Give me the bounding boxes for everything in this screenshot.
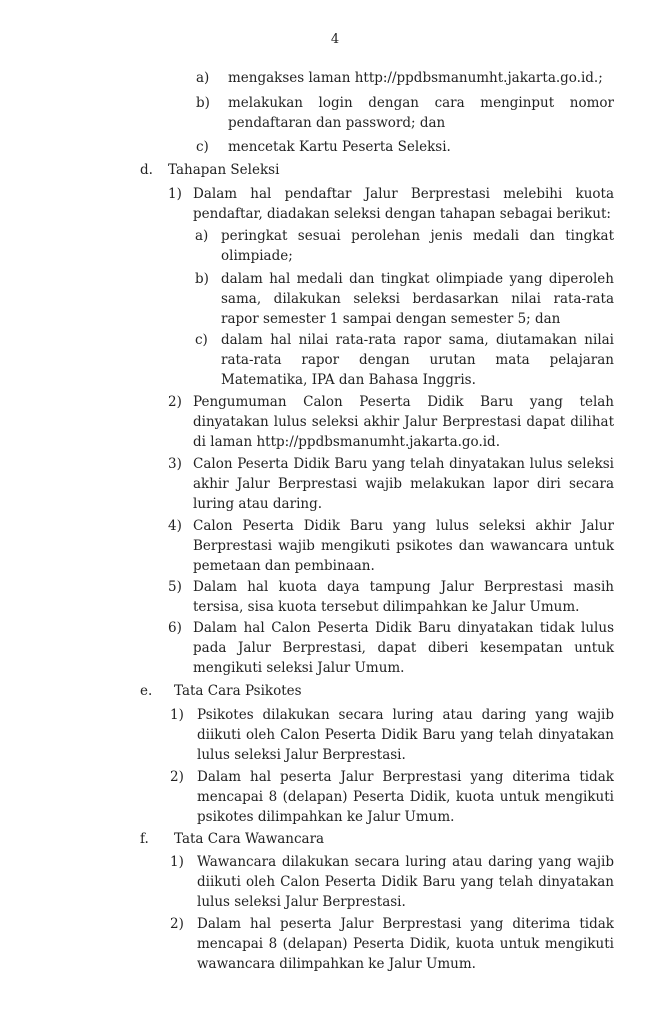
list-item: [168, 392, 614, 452]
section-title: Tata Cara Wawancara: [174, 831, 325, 847]
list-item: [170, 767, 614, 827]
list-item: [196, 93, 614, 133]
list-marker: b): [196, 95, 210, 111]
list-marker: 6): [168, 620, 182, 636]
list-text: dalam hal medali dan tingkat olimpiade yang diperoleh sama, dilakukan seleksi berdasarkan nilai rata-rata rapor semester 1 sampai dengan semester 5; dan: [221, 271, 614, 327]
list-marker: a): [196, 70, 210, 86]
list-text: melakukan login dengan cara menginput nomor pendaftaran dan password; dan: [228, 95, 614, 131]
section-heading: [140, 160, 610, 180]
list-marker: c): [195, 332, 208, 348]
list-item: [168, 577, 614, 617]
list-text: peringkat sesuai perolehan jenis medali dan tingkat olimpiade;: [221, 228, 614, 264]
list-marker: 2): [170, 916, 184, 932]
list-text: Dalam hal peserta Jalur Berprestasi yang diterima tidak mencapai 8 (delapan) Peserta Didik, kuota untuk mengikuti wawancara dilimpahkan ke Jalur Umum.: [197, 916, 614, 972]
list-item: [168, 454, 614, 514]
section-title: Tata Cara Psikotes: [174, 683, 302, 699]
list-text: Pengumuman Calon Peserta Didik Baru yang telah dinyatakan lulus seleksi akhir Jalur Berprestasi dapat dilihat di laman http://ppdbsmanumht.jakarta.go.id.: [193, 394, 614, 450]
section-title: Tahapan Seleksi: [168, 162, 280, 178]
list-text: mencetak Kartu Peserta Seleksi.: [228, 139, 451, 155]
section-heading: [140, 681, 610, 701]
list-marker: 5): [168, 579, 182, 595]
page-number: 4: [330, 32, 340, 47]
section-marker: f.: [140, 831, 149, 847]
list-marker: 3): [168, 456, 182, 472]
list-item: [168, 618, 614, 678]
list-text: Calon Peserta Didik Baru yang telah dinyatakan lulus seleksi akhir Jalur Berprestasi wajib melakukan lapor diri secara luring atau daring.: [193, 456, 614, 512]
list-item: [196, 68, 614, 88]
list-item: [170, 852, 614, 912]
list-item: [196, 137, 614, 157]
list-marker: 2): [170, 769, 184, 785]
list-item: [168, 516, 614, 576]
list-text: Psikotes dilakukan secara luring atau daring yang wajib diikuti oleh Calon Peserta Didik Baru yang telah dinyatakan lulus seleksi Jalur Berprestasi.: [197, 707, 614, 763]
list-text: Dalam hal Calon Peserta Didik Baru dinyatakan tidak lulus pada Jalur Berprestasi, dapat diberi kesempatan untuk mengikuti seleksi Jalur Umum.: [193, 620, 614, 676]
list-item: [170, 705, 614, 765]
list-marker: 1): [168, 186, 182, 202]
list-text: Dalam hal kuota daya tampung Jalur Berprestasi masih tersisa, sisa kuota tersebut dilimpahkan ke Jalur Umum.: [193, 579, 614, 615]
list-text: Dalam hal peserta Jalur Berprestasi yang diterima tidak mencapai 8 (delapan) Peserta Didik, kuota untuk mengikuti psikotes dilimpahkan ke Jalur Umum.: [197, 769, 614, 825]
list-marker: 2): [168, 394, 182, 410]
list-item: [195, 269, 614, 329]
list-item: [170, 914, 614, 974]
list-text: Calon Peserta Didik Baru yang lulus seleksi akhir Jalur Berprestasi wajib mengikuti psikotes dan wawancara untuk pemetaan dan pembinaan.: [193, 518, 614, 574]
list-item: [168, 184, 614, 224]
list-marker: 4): [168, 518, 182, 534]
list-text: dalam hal nilai rata-rata rapor sama, diutamakan nilai rata-rata rapor dengan urutan mata pelajaran Matematika, IPA dan Bahasa Inggris.: [221, 332, 614, 388]
list-text: mengakses laman http://ppdbsmanumht.jakarta.go.id.;: [228, 70, 603, 86]
list-text: Dalam hal pendaftar Jalur Berprestasi melebihi kuota pendaftar, diadakan seleksi dengan tahapan sebagai berikut:: [193, 186, 614, 222]
list-marker: 1): [170, 707, 184, 723]
section-heading: [140, 829, 610, 849]
list-text: Wawancara dilakukan secara luring atau daring yang wajib diikuti oleh Calon Peserta Didik Baru yang telah dinyatakan lulus seleksi Jalur Berprestasi.: [197, 854, 614, 910]
section-marker: e.: [140, 683, 153, 699]
list-marker: a): [195, 228, 209, 244]
list-item: [195, 226, 614, 266]
section-marker: d.: [140, 162, 153, 178]
list-marker: b): [195, 271, 209, 287]
list-marker: 1): [170, 854, 184, 870]
list-marker: c): [196, 139, 209, 155]
list-item: [195, 330, 614, 390]
